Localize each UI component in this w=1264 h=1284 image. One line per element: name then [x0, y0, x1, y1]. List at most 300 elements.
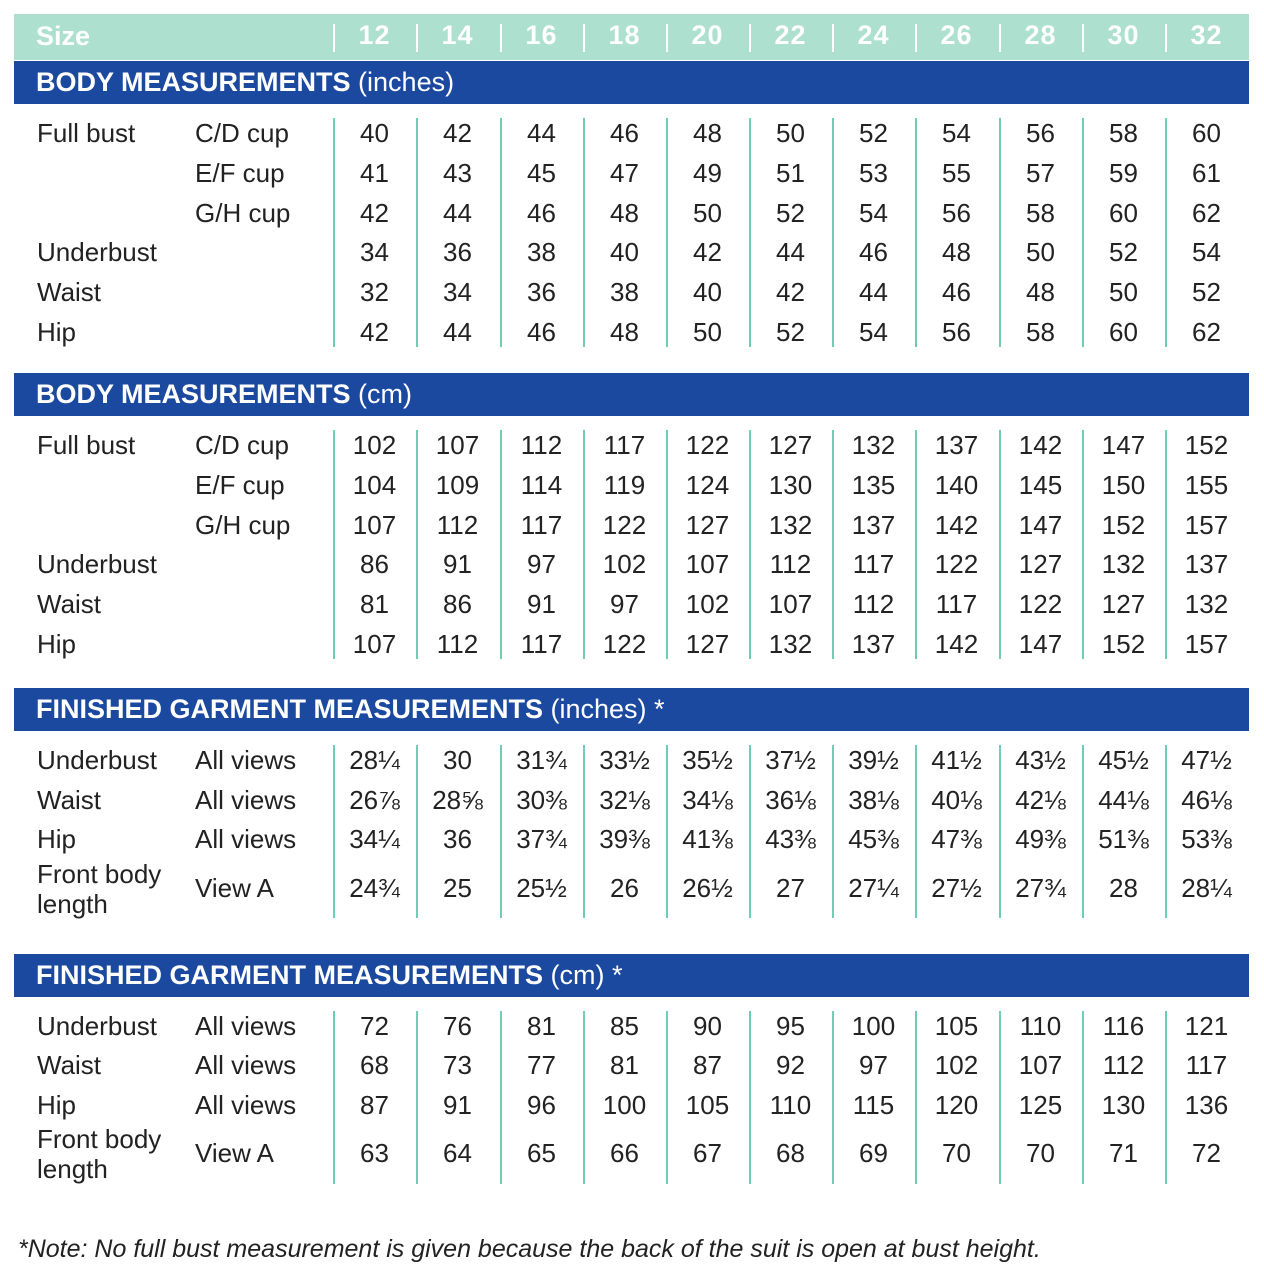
- table-cell: 60: [1109, 317, 1138, 347]
- table-cell: 26⅞: [349, 785, 400, 815]
- table-cell: 102: [934, 1050, 979, 1080]
- section-title-main: BODY MEASUREMENTS: [36, 379, 351, 409]
- table-cell: 112: [436, 629, 479, 659]
- table-cell: 124: [685, 470, 730, 500]
- table-cell: 52: [776, 198, 805, 228]
- table-cell: 81: [527, 1011, 556, 1041]
- table-cell: 36: [527, 277, 556, 307]
- table-cell: 112: [520, 430, 563, 460]
- table-cell: 47½: [1181, 745, 1232, 775]
- table-cell: 48: [610, 317, 639, 347]
- table-cell: 90: [693, 1011, 722, 1041]
- table-cell: 38: [610, 277, 639, 307]
- table-cell: 87: [360, 1090, 389, 1120]
- table-cell: 42: [360, 198, 389, 228]
- table-cell: 48: [1026, 277, 1055, 307]
- section-title: [36, 379, 412, 410]
- table-cell: 95: [776, 1011, 805, 1041]
- table-cell: 34: [443, 277, 472, 307]
- row-label: Waist: [37, 1050, 102, 1080]
- size-separator: [999, 24, 1001, 52]
- row-sublabel: E/F cup: [195, 470, 285, 500]
- table-cell: 50: [776, 118, 805, 148]
- size-20: 20: [691, 20, 724, 50]
- footnote: *Note: No full bust measurement is given because the back of the suit is open at bust height.: [18, 1235, 1041, 1263]
- table-cell: 97: [859, 1050, 888, 1080]
- table-cell: 54: [1192, 237, 1221, 267]
- table-cell: 107: [435, 430, 480, 460]
- table-cell: 66: [610, 1138, 639, 1168]
- row-sublabel: E/F cup: [195, 158, 285, 188]
- table-cell: 132: [768, 629, 813, 659]
- column-divider: [915, 118, 917, 347]
- table-cell: 48: [693, 118, 722, 148]
- table-cell: 115: [852, 1090, 895, 1120]
- table-cell: 43⅜: [765, 824, 816, 854]
- table-cell: 157: [1184, 629, 1229, 659]
- size-separator: [416, 24, 418, 52]
- row-label: Front body length: [37, 1124, 162, 1184]
- size-separator: [1082, 24, 1084, 52]
- table-cell: 69: [859, 1138, 888, 1168]
- table-cell: 122: [934, 549, 979, 579]
- size-16: 16: [525, 20, 558, 50]
- table-cell: 132: [768, 510, 813, 540]
- table-cell: 31¾: [516, 745, 567, 775]
- table-cell: 125: [1018, 1090, 1063, 1120]
- table-cell: 147: [1101, 430, 1146, 460]
- table-cell: 137: [851, 629, 896, 659]
- table-cell: 60: [1109, 198, 1138, 228]
- table-cell: 117: [520, 510, 563, 540]
- table-cell: 56: [1026, 118, 1055, 148]
- table-cell: 27¼: [848, 873, 899, 903]
- table-cell: 130: [1101, 1090, 1146, 1120]
- table-cell: 122: [602, 629, 647, 659]
- table-cell: 54: [942, 118, 971, 148]
- size-separator: [1165, 24, 1167, 52]
- table-cell: 86: [360, 549, 389, 579]
- table-cell: 41½: [931, 745, 982, 775]
- table-cell: 97: [527, 549, 556, 579]
- table-cell: 77: [527, 1050, 556, 1080]
- size-header-bar: [14, 14, 1249, 60]
- table-cell: 38: [527, 237, 556, 267]
- column-divider: [999, 118, 1001, 347]
- table-cell: 40⅛: [931, 785, 982, 815]
- size-32: 32: [1190, 20, 1223, 50]
- table-cell: 121: [1184, 1011, 1229, 1041]
- section-header: [14, 954, 1249, 997]
- table-cell: 65: [527, 1138, 556, 1168]
- column-divider: [749, 430, 751, 659]
- table-cell: 28¼: [349, 745, 400, 775]
- table-cell: 122: [1018, 589, 1063, 619]
- section-header: [14, 373, 1249, 416]
- table-cell: 157: [1184, 510, 1229, 540]
- size-28: 28: [1024, 20, 1057, 50]
- table-cell: 40: [693, 277, 722, 307]
- table-cell: 39½: [848, 745, 899, 775]
- table-cell: 142: [1018, 430, 1063, 460]
- table-cell: 97: [610, 589, 639, 619]
- column-divider: [666, 118, 668, 347]
- table-cell: 42: [776, 277, 805, 307]
- column-divider: [749, 118, 751, 347]
- table-cell: 40: [610, 237, 639, 267]
- section-title-unit: (cm) *: [543, 960, 623, 990]
- table-cell: 24¾: [349, 873, 400, 903]
- table-cell: 155: [1184, 470, 1229, 500]
- table-cell: 105: [934, 1011, 979, 1041]
- column-divider: [333, 430, 335, 659]
- column-divider: [1165, 118, 1167, 347]
- table-cell: 27: [776, 873, 805, 903]
- table-cell: 53: [859, 158, 888, 188]
- table-cell: 117: [603, 430, 646, 460]
- table-cell: 38⅛: [848, 785, 899, 815]
- table-cell: 50: [1109, 277, 1138, 307]
- table-cell: 109: [435, 470, 480, 500]
- row-sublabel: G/H cup: [195, 510, 291, 540]
- table-cell: 33½: [599, 745, 650, 775]
- table-cell: 46: [610, 118, 639, 148]
- table-cell: 37½: [765, 745, 816, 775]
- table-cell: 44: [443, 198, 472, 228]
- row-sublabel: C/D cup: [195, 430, 289, 460]
- row-sublabel: All views: [195, 785, 297, 815]
- table-cell: 135: [851, 470, 896, 500]
- table-cell: 119: [603, 470, 646, 500]
- table-cell: 107: [768, 589, 813, 619]
- table-cell: 150: [1101, 470, 1146, 500]
- size-separator: [333, 24, 335, 52]
- table-cell: 56: [942, 317, 971, 347]
- table-cell: 117: [1185, 1050, 1228, 1080]
- table-cell: 58: [1026, 317, 1055, 347]
- row-label: Hip: [37, 824, 77, 854]
- size-14: 14: [441, 20, 474, 50]
- table-cell: 114: [520, 470, 563, 500]
- size-separator: [583, 24, 585, 52]
- table-cell: 44: [527, 118, 556, 148]
- table-cell: 72: [1192, 1138, 1221, 1168]
- table-cell: 105: [685, 1090, 730, 1120]
- table-cell: 35½: [682, 745, 733, 775]
- size-12: 12: [358, 20, 391, 50]
- table-cell: 72: [360, 1011, 389, 1041]
- table-cell: 26½: [682, 873, 733, 903]
- table-cell: 63: [360, 1138, 389, 1168]
- table-cell: 52: [1192, 277, 1221, 307]
- row-label: Full bust: [37, 430, 136, 460]
- section-title-unit: (inches): [350, 67, 455, 97]
- table-cell: 110: [769, 1090, 812, 1120]
- table-cell: 50: [693, 317, 722, 347]
- table-cell: 127: [768, 430, 813, 460]
- table-cell: 46: [859, 237, 888, 267]
- column-divider: [832, 118, 834, 347]
- table-cell: 43: [443, 158, 472, 188]
- table-cell: 51⅜: [1098, 824, 1149, 854]
- size-separator: [666, 24, 668, 52]
- table-cell: 53⅜: [1181, 824, 1232, 854]
- table-cell: 86: [443, 589, 472, 619]
- table-cell: 61: [1192, 158, 1221, 188]
- size-separator: [915, 24, 917, 52]
- table-cell: 152: [1101, 629, 1146, 659]
- table-cell: 52: [1109, 237, 1138, 267]
- table-cell: 140: [934, 470, 979, 500]
- row-label: Underbust: [37, 745, 157, 775]
- table-cell: 107: [352, 629, 397, 659]
- table-cell: 127: [1018, 549, 1063, 579]
- table-cell: 137: [851, 510, 896, 540]
- table-cell: 40: [360, 118, 389, 148]
- table-cell: 56: [942, 198, 971, 228]
- size-separator: [749, 24, 751, 52]
- table-cell: 55: [942, 158, 971, 188]
- table-cell: 91: [443, 549, 472, 579]
- table-cell: 58: [1026, 198, 1055, 228]
- table-cell: 50: [1026, 237, 1055, 267]
- table-cell: 41⅜: [682, 824, 733, 854]
- table-cell: 36: [443, 237, 472, 267]
- row-sublabel: C/D cup: [195, 118, 289, 148]
- table-cell: 46⅛: [1181, 785, 1232, 815]
- table-cell: 62: [1192, 317, 1221, 347]
- table-cell: 64: [443, 1138, 472, 1168]
- table-cell: 132: [1101, 549, 1146, 579]
- table-cell: 132: [1184, 589, 1229, 619]
- table-cell: 122: [685, 430, 730, 460]
- row-label: Hip: [37, 317, 77, 347]
- column-divider: [832, 430, 834, 659]
- table-cell: 25½: [516, 873, 567, 903]
- row-label: Hip: [37, 629, 77, 659]
- table-cell: 44: [443, 317, 472, 347]
- column-divider: [416, 118, 418, 347]
- section-title-main: BODY MEASUREMENTS: [36, 67, 351, 97]
- table-cell: 137: [1184, 549, 1229, 579]
- table-cell: 60: [1192, 118, 1221, 148]
- table-cell: 47⅜: [931, 824, 982, 854]
- table-cell: 81: [610, 1050, 639, 1080]
- table-cell: 91: [527, 589, 556, 619]
- table-cell: 49: [693, 158, 722, 188]
- table-cell: 28¼: [1181, 873, 1232, 903]
- table-cell: 107: [685, 549, 730, 579]
- table-cell: 117: [520, 629, 563, 659]
- table-cell: 27¾: [1015, 873, 1066, 903]
- table-cell: 127: [685, 510, 730, 540]
- table-cell: 147: [1018, 510, 1063, 540]
- size-30: 30: [1107, 20, 1140, 50]
- column-divider: [1082, 118, 1084, 347]
- table-cell: 30: [443, 745, 472, 775]
- table-cell: 67: [693, 1138, 722, 1168]
- table-cell: 54: [859, 317, 888, 347]
- row-label: Underbust: [37, 1011, 157, 1041]
- table-cell: 62: [1192, 198, 1221, 228]
- column-divider: [999, 430, 1001, 659]
- table-cell: 96: [527, 1090, 556, 1120]
- table-cell: 87: [693, 1050, 722, 1080]
- table-cell: 147: [1018, 629, 1063, 659]
- column-divider: [416, 430, 418, 659]
- table-cell: 34⅛: [682, 785, 733, 815]
- table-cell: 46: [942, 277, 971, 307]
- table-cell: 42: [443, 118, 472, 148]
- table-cell: 112: [1102, 1050, 1145, 1080]
- row-label: Waist: [37, 277, 102, 307]
- table-cell: 110: [1019, 1011, 1062, 1041]
- row-sublabel: All views: [195, 1011, 297, 1041]
- size-26: 26: [940, 20, 973, 50]
- table-cell: 45½: [1098, 745, 1149, 775]
- column-divider: [915, 430, 917, 659]
- table-cell: 34¼: [349, 824, 400, 854]
- table-cell: 41: [360, 158, 389, 188]
- section-title: [36, 960, 623, 991]
- table-cell: 44: [776, 237, 805, 267]
- row-label: Waist: [37, 785, 102, 815]
- table-cell: 70: [942, 1138, 971, 1168]
- size-label: Size: [36, 21, 91, 51]
- table-cell: 71: [1109, 1138, 1138, 1168]
- table-cell: 51: [776, 158, 805, 188]
- table-cell: 47: [610, 158, 639, 188]
- table-cell: 136: [1184, 1090, 1229, 1120]
- table-cell: 112: [852, 589, 895, 619]
- size-separator: [500, 24, 502, 52]
- table-cell: 26: [610, 873, 639, 903]
- table-cell: 85: [610, 1011, 639, 1041]
- row-sublabel: All views: [195, 1090, 297, 1120]
- table-cell: 68: [776, 1138, 805, 1168]
- size-18: 18: [608, 20, 641, 50]
- table-cell: 48: [610, 198, 639, 228]
- table-cell: 28⅝: [432, 785, 483, 815]
- section-title-main: FINISHED GARMENT MEASUREMENTS: [36, 960, 544, 990]
- table-cell: 127: [685, 629, 730, 659]
- table-cell: 30⅜: [516, 785, 567, 815]
- size-separator: [832, 24, 834, 52]
- table-cell: 92: [776, 1050, 805, 1080]
- table-cell: 32⅛: [599, 785, 650, 815]
- table-cell: 42⅛: [1015, 785, 1066, 815]
- table-cell: 104: [352, 470, 397, 500]
- table-cell: 127: [1101, 589, 1146, 619]
- table-cell: 152: [1101, 510, 1146, 540]
- table-cell: 70: [1026, 1138, 1055, 1168]
- table-cell: 25: [443, 873, 472, 903]
- row-sublabel: View A: [195, 1138, 275, 1168]
- size-22: 22: [774, 20, 807, 50]
- column-divider: [1165, 430, 1167, 659]
- table-cell: 81: [360, 589, 389, 619]
- size-24: 24: [857, 20, 890, 50]
- section-header: [14, 688, 1249, 731]
- row-label: Underbust: [37, 549, 157, 579]
- row-sublabel: All views: [195, 824, 297, 854]
- table-cell: 100: [602, 1090, 647, 1120]
- table-cell: 117: [852, 549, 895, 579]
- table-cell: 46: [527, 198, 556, 228]
- table-cell: 122: [602, 510, 647, 540]
- table-cell: 102: [602, 549, 647, 579]
- section-title: [36, 67, 454, 98]
- table-cell: 52: [859, 118, 888, 148]
- table-cell: 112: [436, 510, 479, 540]
- row-label: Waist: [37, 589, 102, 619]
- table-cell: 142: [934, 629, 979, 659]
- table-cell: 73: [443, 1050, 472, 1080]
- table-cell: 37¾: [516, 824, 567, 854]
- column-divider: [583, 430, 585, 659]
- section-header: [14, 61, 1249, 104]
- table-cell: 42: [693, 237, 722, 267]
- column-divider: [500, 118, 502, 347]
- table-cell: 57: [1026, 158, 1055, 188]
- table-cell: 130: [768, 470, 813, 500]
- table-cell: 58: [1109, 118, 1138, 148]
- table-cell: 54: [859, 198, 888, 228]
- table-cell: 91: [443, 1090, 472, 1120]
- table-cell: 100: [851, 1011, 896, 1041]
- table-cell: 27½: [931, 873, 982, 903]
- row-label: Front body length: [37, 859, 162, 919]
- table-cell: 107: [352, 510, 397, 540]
- section-title-unit: (inches) *: [543, 694, 665, 724]
- row-sublabel: G/H cup: [195, 198, 291, 228]
- table-cell: 116: [1102, 1011, 1145, 1041]
- table-cell: 117: [935, 589, 978, 619]
- table-cell: 49⅜: [1015, 824, 1066, 854]
- table-cell: 39⅜: [599, 824, 650, 854]
- column-divider: [583, 118, 585, 347]
- table-cell: 137: [934, 430, 979, 460]
- table-cell: 43½: [1015, 745, 1066, 775]
- section-title-unit: (cm): [350, 379, 413, 409]
- row-sublabel: All views: [195, 745, 297, 775]
- column-divider: [666, 430, 668, 659]
- table-cell: 34: [360, 237, 389, 267]
- table-cell: 42: [360, 317, 389, 347]
- table-cell: 36⅛: [765, 785, 816, 815]
- table-cell: 76: [443, 1011, 472, 1041]
- row-sublabel: View A: [195, 873, 275, 903]
- row-label: Underbust: [37, 237, 157, 267]
- section-title: [36, 694, 665, 725]
- table-cell: 102: [352, 430, 397, 460]
- table-cell: 132: [851, 430, 896, 460]
- row-label: Full bust: [37, 118, 136, 148]
- table-cell: 145: [1018, 470, 1063, 500]
- section-title-main: FINISHED GARMENT MEASUREMENTS: [36, 694, 544, 724]
- row-label: Hip: [37, 1090, 77, 1120]
- table-cell: 46: [527, 317, 556, 347]
- table-cell: 45⅜: [848, 824, 899, 854]
- table-cell: 142: [934, 510, 979, 540]
- table-cell: 36: [443, 824, 472, 854]
- table-cell: 107: [1018, 1050, 1063, 1080]
- table-cell: 32: [360, 277, 389, 307]
- table-cell: 59: [1109, 158, 1138, 188]
- row-sublabel: All views: [195, 1050, 297, 1080]
- table-cell: 44⅛: [1098, 785, 1149, 815]
- table-cell: 68: [360, 1050, 389, 1080]
